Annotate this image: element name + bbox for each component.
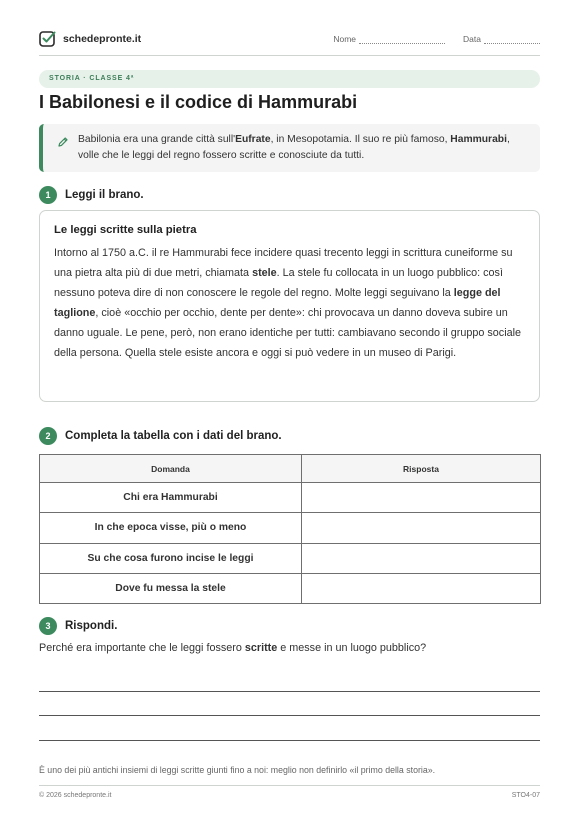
keyword-stele: stele bbox=[252, 267, 277, 280]
open-question: Perché era importante che le leggi fossero scritte e messe in un luogo pubblico? bbox=[39, 642, 427, 654]
answer-cell[interactable] bbox=[302, 513, 541, 543]
question-cell: Dove fu messa la stele bbox=[40, 573, 302, 603]
passage-body: Intorno al 1750 a.C. il re Hammurabi fece incidere quasi trecento leggi in scrittura cuneiforme su una pietra alta più di due metri, chiamata stele. La stele fu collocata in un luogo pubblico: così nessuno poteva dire di non conoscere le regole del regno. Molte leggi seguivano la legge del taglione, cioè «occhio per occhio, dente per dente»: chi provocava un danno doveva subire un danno uguale. Le pene, però, non erano identiche per tutti: cambiavano secondo il gruppo sociale della persona. Quella stele esiste ancora e oggi si può vedere in un museo di Parigi. bbox=[54, 247, 521, 360]
answer-cell[interactable] bbox=[302, 483, 541, 513]
section-title: Leggi il brano. bbox=[65, 189, 144, 201]
page-title: I Babilonesi e il codice di Hammurabi bbox=[39, 92, 358, 112]
answer-line[interactable] bbox=[39, 691, 540, 692]
table-row bbox=[40, 543, 541, 573]
section-2-heading bbox=[39, 427, 282, 445]
keyword-legge-del-taglione: legge del taglione bbox=[54, 287, 501, 320]
table-header-row bbox=[40, 455, 541, 483]
section-number-badge: 2 bbox=[39, 427, 57, 445]
reading-passage bbox=[39, 210, 540, 402]
table-row bbox=[40, 573, 541, 603]
footnote: È uno dei più antichi insiemi di leggi scritte giunti fino a noi: meglio non definirlo «il primo della storia». bbox=[39, 765, 436, 775]
section-1-heading bbox=[39, 186, 144, 204]
answer-line[interactable] bbox=[39, 715, 540, 716]
brand-logo bbox=[39, 30, 141, 47]
page-header bbox=[39, 28, 540, 56]
date-field[interactable] bbox=[463, 34, 540, 44]
intro-text: Babilonia era una grande città sull'Eufrate, in Mesopotamia. Il suo re più famoso, Hammurabi, volle che le leggi del regno fossero scritte e conosciute da tutti. bbox=[78, 134, 510, 161]
question-cell: Su che cosa furono incise le leggi bbox=[40, 543, 302, 573]
answer-cell[interactable] bbox=[302, 573, 541, 603]
section-number-badge: 1 bbox=[39, 186, 57, 204]
passage-title: Le leggi scritte sulla pietra bbox=[54, 224, 197, 236]
column-header-domanda: Domanda bbox=[40, 455, 302, 483]
section-number-badge: 3 bbox=[39, 617, 57, 635]
question-cell: In che epoca visse, più o meno bbox=[40, 513, 302, 543]
name-line bbox=[359, 36, 445, 44]
brand-name: schedepronte.it bbox=[63, 32, 142, 45]
pencil-icon bbox=[57, 136, 69, 148]
answer-line[interactable] bbox=[39, 740, 540, 741]
answer-table bbox=[39, 454, 541, 604]
copyright: © 2026 schedepronte.it bbox=[39, 792, 112, 799]
date-line bbox=[484, 36, 540, 44]
name-field[interactable] bbox=[333, 34, 445, 44]
section-3-heading bbox=[39, 617, 117, 635]
subject-tag: STORIA · CLASSE 4ª bbox=[39, 70, 540, 88]
table-row bbox=[40, 513, 541, 543]
checkbox-check-icon bbox=[39, 30, 56, 47]
table-row bbox=[40, 483, 541, 513]
date-label: Data bbox=[463, 34, 481, 44]
keyword-eufrate: Eufrate bbox=[235, 134, 271, 145]
section-title: Completa la tabella con i dati del brano. bbox=[65, 430, 282, 442]
name-label: Nome bbox=[333, 34, 357, 44]
column-header-risposta: Risposta bbox=[302, 455, 541, 483]
student-fields bbox=[333, 34, 540, 44]
answer-cell[interactable] bbox=[302, 543, 541, 573]
keyword-hammurabi: Hammurabi bbox=[450, 134, 507, 145]
question-cell: Chi era Hammurabi bbox=[40, 483, 302, 513]
keyword-scritte: scritte bbox=[244, 642, 278, 654]
section-title: Rispondi. bbox=[65, 620, 118, 632]
intro-box bbox=[39, 124, 540, 172]
worksheet-code: STO4-07 bbox=[511, 792, 540, 799]
page-footer bbox=[39, 785, 540, 799]
